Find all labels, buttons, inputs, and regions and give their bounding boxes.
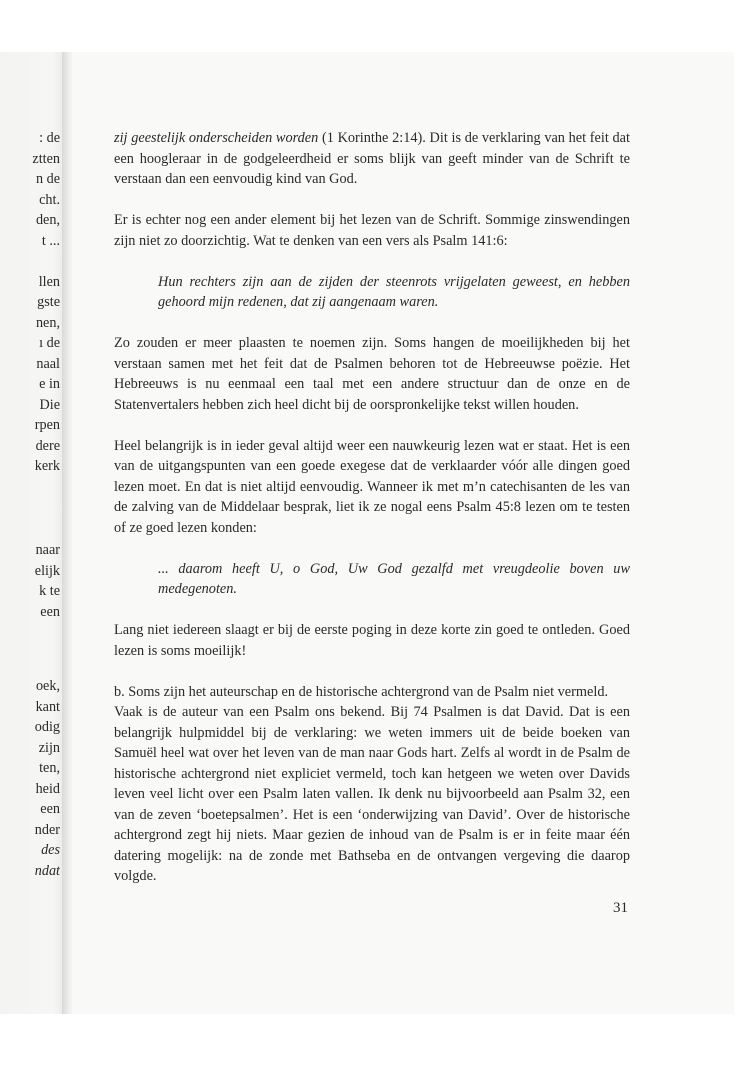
block-quote: Hun rechters zijn aan de zijden der steenrots vrijgelaten geweest, en hebben gehoord mijn redenen, dat zij aangenaam waren. — [158, 273, 630, 310]
left-page-text-fragments — [0, 540, 60, 622]
left-fragment: k te — [39, 583, 60, 599]
left-fragment: Die — [39, 396, 60, 413]
left-fragment: naar — [35, 542, 60, 558]
left-fragment: kerk — [34, 458, 60, 474]
left-fragment: cht. — [39, 191, 60, 208]
block-quote: ... daarom heeft U, o God, Uw God gezalfd met vreugdeolie boven uw medegenoten. — [158, 560, 630, 597]
left-fragment: llen — [38, 273, 60, 290]
left-page-text-fragments — [0, 676, 60, 881]
italic-phrase: zij geestelijk onderscheiden worden — [114, 130, 319, 146]
paragraph: Vaak is de auteur van een Psalm ons bekend. Bij 74 Psalmen is dat David. Dat is een belangrijk hulpmiddel bij de verklaring: we weten immers uit de beide boeken van Samuël heel wat over het leven van de man naar Gods hart. Zelfs al wordt in de Psalm de historische achtergrond niet expliciet vermeld, toch kan hetgeen we weten over Davids leven veel licht over een Psalm laten vallen. Ik denk nu bijvoorbeeld aan Psalm 32, een van de zeven ‘boetepsalmen’. Het is een ‘onderwijzing van David’. Over de historische achtergrond zegt hij niets. Maar gezien de inhoud van de Psalm is er in feite maar één datering mogelijk: na de zonde met Bathseba en de ontvangen vergeving die daarop volgde. — [114, 704, 630, 884]
left-page-text-fragments — [0, 128, 60, 477]
left-fragment: een — [40, 603, 60, 620]
left-fragment: e in — [39, 376, 60, 392]
left-fragment: gste — [37, 294, 60, 310]
left-fragment: des — [41, 842, 60, 858]
paragraph — [114, 128, 630, 190]
left-fragment: ten, — [39, 760, 60, 776]
paragraph-text: (1 Korinthe 2:14). Dit is de verklaring van het feit dat een hoogleraar in de godgeleerdheid er soms blijk van geeft minder van de Schrift te verstaan dan een eenvoudig kind van God. — [114, 130, 631, 187]
left-fragment: ndat — [34, 862, 60, 879]
left-fragment: den, — [35, 212, 60, 228]
left-fragment: oek, — [35, 678, 60, 694]
page-number: 31 — [613, 900, 628, 916]
left-fragment: : de — [39, 130, 60, 146]
left-fragment: nen, — [35, 314, 60, 331]
paragraph: b. Soms zijn het auteurschap en de historische achtergrond van de Psalm niet vermeld. — [114, 683, 609, 700]
left-fragment: zijn — [38, 739, 60, 756]
left-fragment: nder — [34, 821, 60, 838]
left-fragment: odig — [34, 719, 60, 735]
left-fragment: kant — [35, 698, 60, 715]
left-fragment: dere — [35, 437, 60, 454]
paragraph: Lang niet iedereen slaagt er bij de eerste poging in deze korte zin goed te ontleden. Goed lezen is soms moeilijk! — [114, 622, 630, 659]
left-fragment: ı de — [39, 335, 60, 351]
left-fragment: elijk — [34, 562, 60, 579]
left-fragment: naal — [36, 355, 60, 372]
paragraph: Er is echter nog een ander element bij het lezen van de Schrift. Sommige zinswendingen zijn niet zo doorzichtig. Wat te denken van een vers als Psalm 141:6: — [114, 212, 630, 249]
left-fragment: een — [40, 801, 60, 817]
left-fragment: t ... — [41, 232, 60, 249]
left-fragment: heid — [35, 780, 60, 797]
left-fragment: rpen — [34, 417, 60, 433]
paragraph: Heel belangrijk is in ieder geval altijd weer een nauwkeurig lezen wat er staat. Het is een van de uitgangspunten van een goede exegese dat de verklaarder vóór alle dingen goed lezen moet. En dat is niet altijd eenvoudig. Wanneer ik met m’n catechisanten de les van de zalving van de Middelaar besprak, liet ik ze nogal eens Psalm 45:8 lezen om te testen of ze goed lezen konden: — [114, 437, 630, 536]
left-fragment: n de — [35, 171, 60, 187]
page-body — [114, 128, 630, 907]
left-fragment: ztten — [32, 150, 60, 167]
left-page — [0, 52, 66, 1014]
paragraph: Zo zouden er meer plaasten te noemen zijn. Soms hangen de moeilijkheden bij het verstaan samen met het feit dat de Psalmen behoren tot de Hebreeuwse poëzie. Het Hebreeuws is nu eenmaal een taal met een andere structuur dan de onze en de Statenvertalers hebben zich heel dicht bij de oorspronkelijke tekst willen houden. — [114, 335, 630, 413]
